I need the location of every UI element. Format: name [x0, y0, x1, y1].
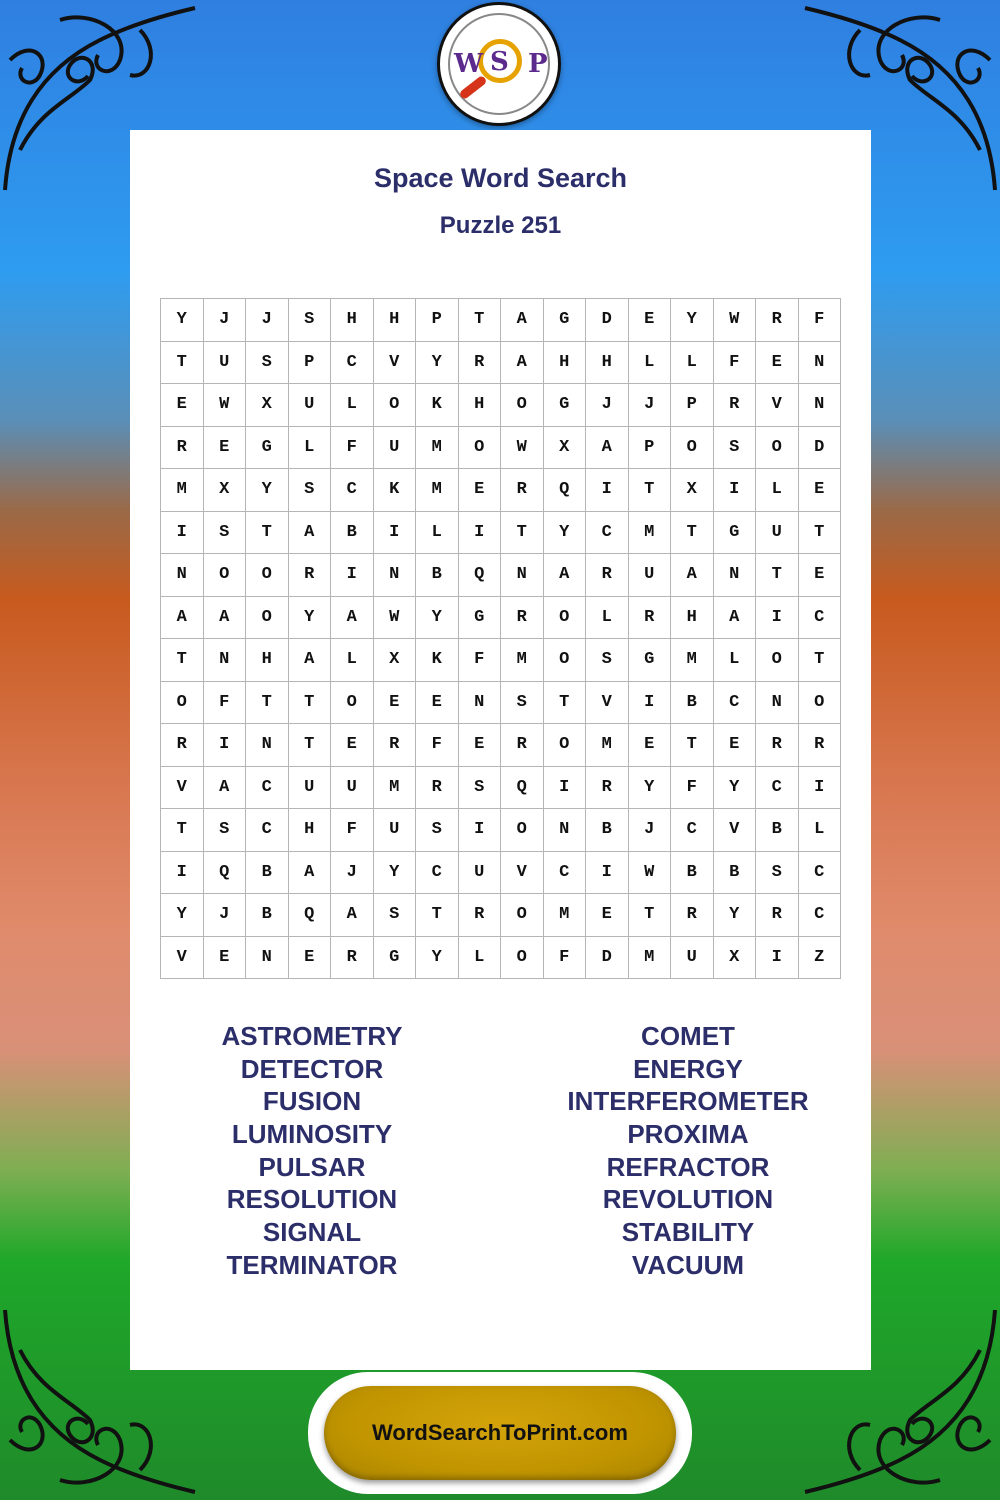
grid-cell[interactable]: S — [204, 512, 247, 555]
grid-cell[interactable]: Y — [544, 512, 587, 555]
grid-cell[interactable]: Y — [289, 597, 332, 640]
logo-letter-w: W — [454, 49, 484, 79]
grid-cell[interactable]: E — [416, 682, 459, 725]
grid-cell[interactable]: T — [161, 639, 204, 682]
grid-cell[interactable]: S — [246, 342, 289, 385]
grid-cell[interactable]: O — [501, 809, 544, 852]
grid-cell[interactable]: T — [501, 512, 544, 555]
grid-cell[interactable]: I — [586, 852, 629, 895]
grid-cell[interactable]: K — [416, 384, 459, 427]
grid-cell[interactable]: X — [714, 937, 757, 980]
puzzle-title: Space Word Search — [373, 163, 628, 193]
grid-cell[interactable]: Y — [714, 767, 757, 810]
grid-cell[interactable]: E — [459, 469, 502, 512]
grid-cell[interactable]: R — [756, 299, 799, 342]
grid-cell[interactable]: C — [246, 809, 289, 852]
word-list-item: LUMINOSITY — [231, 1119, 393, 1150]
puzzle-panel — [130, 130, 871, 1370]
grid-cell[interactable]: T — [246, 512, 289, 555]
grid-cell[interactable]: N — [714, 554, 757, 597]
word-list-item: FUSION — [262, 1086, 362, 1117]
grid-cell[interactable]: S — [374, 894, 417, 937]
word-list-item: RESOLUTION — [226, 1184, 398, 1215]
grid-cell[interactable]: I — [459, 512, 502, 555]
grid-cell[interactable]: N — [544, 809, 587, 852]
grid-cell[interactable]: Y — [374, 852, 417, 895]
grid-cell[interactable]: L — [459, 937, 502, 980]
grid-cell[interactable]: C — [799, 894, 842, 937]
grid-cell[interactable]: R — [501, 597, 544, 640]
letter-grid — [160, 298, 841, 979]
grid-cell[interactable]: S — [586, 639, 629, 682]
grid-cell[interactable]: R — [714, 384, 757, 427]
grid-cell[interactable]: A — [501, 342, 544, 385]
grid-cell[interactable]: X — [374, 639, 417, 682]
grid-cell[interactable]: O — [161, 682, 204, 725]
grid-cell[interactable]: J — [629, 384, 672, 427]
word-list-item: PULSAR — [258, 1151, 366, 1182]
grid-cell[interactable]: O — [501, 894, 544, 937]
site-button-frame — [308, 1372, 692, 1494]
grid-cell[interactable]: U — [289, 384, 332, 427]
grid-cell[interactable]: T — [289, 724, 332, 767]
grid-cell[interactable]: J — [204, 894, 247, 937]
grid-cell[interactable]: V — [374, 342, 417, 385]
grid-cell[interactable]: B — [246, 852, 289, 895]
grid-cell[interactable]: H — [374, 299, 417, 342]
grid-cell[interactable]: R — [586, 767, 629, 810]
grid-cell[interactable]: R — [756, 894, 799, 937]
grid-cell[interactable]: L — [756, 469, 799, 512]
grid-cell[interactable]: O — [756, 639, 799, 682]
grid-cell[interactable]: J — [586, 384, 629, 427]
grid-cell[interactable]: E — [161, 384, 204, 427]
grid-cell[interactable]: T — [161, 342, 204, 385]
grid-cell[interactable]: T — [629, 469, 672, 512]
grid-cell[interactable]: B — [586, 809, 629, 852]
grid-cell[interactable]: I — [799, 767, 842, 810]
grid-cell[interactable]: S — [501, 682, 544, 725]
grid-cell[interactable]: R — [459, 894, 502, 937]
grid-cell[interactable]: V — [161, 767, 204, 810]
grid-cell[interactable]: L — [671, 342, 714, 385]
grid-cell[interactable]: A — [289, 512, 332, 555]
grid-cell[interactable]: C — [756, 767, 799, 810]
grid-cell[interactable]: V — [586, 682, 629, 725]
grid-cell[interactable]: G — [544, 299, 587, 342]
grid-cell[interactable]: S — [416, 809, 459, 852]
grid-cell[interactable]: R — [331, 937, 374, 980]
grid-cell[interactable]: I — [374, 512, 417, 555]
grid-cell[interactable]: T — [799, 512, 842, 555]
grid-cell[interactable]: I — [586, 469, 629, 512]
grid-cell[interactable]: R — [501, 469, 544, 512]
grid-cell[interactable]: T — [799, 639, 842, 682]
grid-cell[interactable]: M — [629, 937, 672, 980]
grid-cell[interactable]: J — [331, 852, 374, 895]
grid-cell[interactable]: M — [416, 427, 459, 470]
grid-cell[interactable]: C — [331, 342, 374, 385]
grid-cell[interactable]: H — [459, 384, 502, 427]
grid-cell[interactable]: I — [161, 512, 204, 555]
grid-cell[interactable]: L — [416, 512, 459, 555]
grid-cell[interactable]: T — [289, 682, 332, 725]
grid-cell[interactable]: G — [714, 512, 757, 555]
grid-cell[interactable]: J — [204, 299, 247, 342]
grid-cell[interactable]: S — [204, 809, 247, 852]
grid-cell[interactable]: N — [161, 554, 204, 597]
grid-cell[interactable]: B — [416, 554, 459, 597]
logo-letter-p: P — [528, 49, 548, 79]
grid-cell[interactable]: O — [544, 597, 587, 640]
grid-cell[interactable]: R — [629, 597, 672, 640]
grid-cell[interactable]: T — [756, 554, 799, 597]
grid-cell[interactable]: L — [714, 639, 757, 682]
grid-cell[interactable]: W — [714, 299, 757, 342]
grid-cell[interactable]: N — [204, 639, 247, 682]
word-list-left — [132, 1020, 492, 1282]
grid-cell[interactable]: A — [161, 597, 204, 640]
grid-cell[interactable]: Q — [289, 894, 332, 937]
grid-cell[interactable]: C — [544, 852, 587, 895]
grid-cell[interactable]: R — [459, 342, 502, 385]
grid-cell[interactable]: C — [331, 469, 374, 512]
grid-cell[interactable]: V — [714, 809, 757, 852]
grid-cell[interactable]: R — [374, 724, 417, 767]
grid-cell[interactable]: M — [161, 469, 204, 512]
grid-cell[interactable]: M — [586, 724, 629, 767]
grid-cell[interactable]: A — [204, 767, 247, 810]
grid-cell[interactable]: A — [289, 852, 332, 895]
grid-cell[interactable]: R — [799, 724, 842, 767]
grid-cell[interactable]: L — [799, 809, 842, 852]
grid-cell[interactable]: C — [671, 809, 714, 852]
grid-cell[interactable]: E — [204, 427, 247, 470]
grid-cell[interactable]: R — [416, 767, 459, 810]
grid-cell[interactable]: C — [246, 767, 289, 810]
grid-cell[interactable]: N — [459, 682, 502, 725]
grid-cell[interactable]: R — [756, 724, 799, 767]
grid-cell[interactable]: A — [586, 427, 629, 470]
grid-cell[interactable]: T — [671, 512, 714, 555]
wsp-logo[interactable] — [437, 2, 561, 126]
grid-cell[interactable]: B — [671, 682, 714, 725]
grid-cell[interactable]: M — [544, 894, 587, 937]
grid-cell[interactable]: I — [756, 597, 799, 640]
grid-cell[interactable]: O — [756, 427, 799, 470]
grid-cell[interactable]: O — [374, 384, 417, 427]
grid-cell[interactable]: N — [756, 682, 799, 725]
grid-cell[interactable]: C — [714, 682, 757, 725]
grid-cell[interactable]: T — [544, 682, 587, 725]
grid-cell[interactable]: N — [799, 342, 842, 385]
grid-cell[interactable]: K — [374, 469, 417, 512]
grid-cell[interactable]: G — [246, 427, 289, 470]
grid-cell[interactable]: R — [586, 554, 629, 597]
grid-cell[interactable]: E — [629, 724, 672, 767]
grid-cell[interactable]: O — [544, 724, 587, 767]
grid-cell[interactable]: E — [629, 299, 672, 342]
grid-cell[interactable]: F — [714, 342, 757, 385]
grid-cell[interactable]: I — [714, 469, 757, 512]
grid-cell[interactable]: Y — [161, 894, 204, 937]
grid-cell[interactable]: P — [289, 342, 332, 385]
grid-cell[interactable]: O — [671, 427, 714, 470]
grid-cell[interactable]: V — [161, 937, 204, 980]
grid-cell[interactable]: F — [331, 809, 374, 852]
grid-cell[interactable]: Y — [416, 937, 459, 980]
word-list-item: ASTROMETRY — [221, 1021, 403, 1051]
grid-cell[interactable]: I — [544, 767, 587, 810]
grid-cell[interactable]: A — [544, 554, 587, 597]
grid-cell[interactable]: E — [799, 554, 842, 597]
grid-cell[interactable]: N — [799, 384, 842, 427]
grid-cell[interactable]: T — [161, 809, 204, 852]
grid-cell[interactable]: G — [374, 937, 417, 980]
grid-cell[interactable]: U — [629, 554, 672, 597]
word-list-item: INTERFEROMETER — [567, 1086, 809, 1117]
grid-cell[interactable]: A — [671, 554, 714, 597]
grid-cell[interactable]: Y — [416, 342, 459, 385]
grid-cell[interactable]: H — [246, 639, 289, 682]
grid-cell[interactable]: O — [204, 554, 247, 597]
grid-cell[interactable]: G — [629, 639, 672, 682]
grid-cell[interactable]: A — [331, 894, 374, 937]
grid-cell[interactable]: Y — [246, 469, 289, 512]
grid-cell[interactable]: E — [459, 724, 502, 767]
word-list-item: SIGNAL — [262, 1217, 362, 1248]
grid-cell[interactable]: L — [629, 342, 672, 385]
word-list-item: TERMINATOR — [226, 1249, 398, 1280]
grid-cell[interactable]: M — [501, 639, 544, 682]
grid-cell[interactable]: R — [289, 554, 332, 597]
grid-cell[interactable]: E — [374, 682, 417, 725]
grid-cell[interactable]: Y — [416, 597, 459, 640]
grid-cell[interactable]: E — [714, 724, 757, 767]
grid-cell[interactable]: L — [289, 427, 332, 470]
grid-cell[interactable]: Y — [714, 894, 757, 937]
grid-cell[interactable]: C — [799, 597, 842, 640]
grid-cell[interactable]: D — [586, 299, 629, 342]
word-list-item: VACUUM — [631, 1249, 745, 1280]
word-list-item: COMET — [641, 1021, 735, 1051]
grid-cell[interactable]: W — [204, 384, 247, 427]
grid-cell[interactable]: U — [289, 767, 332, 810]
grid-cell[interactable]: X — [544, 427, 587, 470]
grid-cell[interactable]: L — [331, 639, 374, 682]
grid-cell[interactable]: H — [289, 809, 332, 852]
grid-cell[interactable]: X — [671, 469, 714, 512]
grid-cell[interactable]: H — [544, 342, 587, 385]
grid-cell[interactable]: O — [501, 384, 544, 427]
grid-cell[interactable]: E — [756, 342, 799, 385]
grid-cell[interactable]: R — [671, 894, 714, 937]
grid-cell[interactable]: D — [586, 937, 629, 980]
grid-cell[interactable]: F — [416, 724, 459, 767]
grid-cell[interactable]: N — [374, 554, 417, 597]
grid-cell[interactable]: A — [714, 597, 757, 640]
grid-cell[interactable]: M — [629, 512, 672, 555]
grid-cell[interactable]: I — [629, 682, 672, 725]
grid-cell[interactable]: A — [204, 597, 247, 640]
grid-cell[interactable]: S — [459, 767, 502, 810]
grid-cell[interactable]: B — [756, 809, 799, 852]
grid-cell[interactable]: G — [544, 384, 587, 427]
website-link-button[interactable]: WordSearchToPrint.com — [324, 1386, 676, 1480]
word-list-item: PROXIMA — [627, 1119, 749, 1150]
word-list-item: REVOLUTION — [602, 1184, 774, 1215]
grid-cell[interactable]: B — [331, 512, 374, 555]
grid-cell[interactable]: O — [246, 597, 289, 640]
grid-cell[interactable]: F — [799, 299, 842, 342]
grid-cell[interactable]: S — [756, 852, 799, 895]
grid-cell[interactable]: U — [756, 512, 799, 555]
puzzle-number: Puzzle 251 — [439, 212, 562, 239]
grid-cell[interactable]: I — [204, 724, 247, 767]
grid-cell[interactable]: U — [459, 852, 502, 895]
grid-cell[interactable]: O — [459, 427, 502, 470]
grid-cell[interactable]: F — [459, 639, 502, 682]
grid-cell[interactable]: S — [289, 299, 332, 342]
grid-cell[interactable]: M — [416, 469, 459, 512]
grid-cell[interactable]: B — [246, 894, 289, 937]
grid-cell[interactable]: W — [501, 427, 544, 470]
grid-cell[interactable]: X — [246, 384, 289, 427]
grid-cell[interactable]: F — [204, 682, 247, 725]
grid-cell[interactable]: P — [629, 427, 672, 470]
grid-cell[interactable]: B — [714, 852, 757, 895]
grid-cell[interactable]: N — [246, 724, 289, 767]
grid-cell[interactable]: F — [671, 767, 714, 810]
grid-cell[interactable]: M — [671, 639, 714, 682]
grid-cell[interactable]: Z — [799, 937, 842, 980]
grid-cell[interactable]: P — [671, 384, 714, 427]
grid-cell[interactable]: E — [799, 469, 842, 512]
grid-cell[interactable]: K — [416, 639, 459, 682]
grid-cell[interactable]: I — [161, 852, 204, 895]
grid-cell[interactable]: E — [331, 724, 374, 767]
grid-cell[interactable]: U — [331, 767, 374, 810]
grid-cell[interactable]: R — [161, 724, 204, 767]
grid-cell[interactable]: T — [629, 894, 672, 937]
grid-cell[interactable]: T — [416, 894, 459, 937]
grid-cell[interactable]: B — [671, 852, 714, 895]
grid-cell[interactable]: Y — [629, 767, 672, 810]
grid-cell[interactable]: O — [331, 682, 374, 725]
grid-cell[interactable]: F — [331, 427, 374, 470]
grid-cell[interactable]: I — [756, 937, 799, 980]
grid-cell[interactable]: U — [374, 427, 417, 470]
grid-cell[interactable]: N — [501, 554, 544, 597]
grid-cell[interactable]: D — [799, 427, 842, 470]
grid-cell[interactable]: O — [799, 682, 842, 725]
grid-cell[interactable]: Q — [204, 852, 247, 895]
grid-cell[interactable]: C — [799, 852, 842, 895]
grid-cell[interactable]: E — [289, 937, 332, 980]
grid-cell[interactable]: Q — [459, 554, 502, 597]
grid-cell[interactable]: U — [204, 342, 247, 385]
word-list-item: REFRACTOR — [606, 1151, 770, 1182]
grid-cell[interactable]: R — [501, 724, 544, 767]
grid-cell[interactable]: C — [586, 512, 629, 555]
grid-cell[interactable]: U — [671, 937, 714, 980]
grid-cell[interactable]: Y — [671, 299, 714, 342]
grid-cell[interactable]: Y — [161, 299, 204, 342]
grid-cell[interactable]: A — [331, 597, 374, 640]
grid-cell[interactable]: O — [246, 554, 289, 597]
grid-cell[interactable]: S — [714, 427, 757, 470]
grid-cell[interactable]: L — [331, 384, 374, 427]
grid-cell[interactable]: P — [416, 299, 459, 342]
grid-cell[interactable]: T — [459, 299, 502, 342]
grid-cell[interactable]: U — [374, 809, 417, 852]
grid-cell[interactable]: I — [331, 554, 374, 597]
word-list-item: STABILITY — [621, 1217, 755, 1248]
grid-cell[interactable]: V — [756, 384, 799, 427]
logo-letter-s: S — [490, 47, 509, 77]
grid-cell[interactable]: W — [374, 597, 417, 640]
grid-cell[interactable]: H — [586, 342, 629, 385]
grid-cell[interactable]: A — [501, 299, 544, 342]
grid-cell[interactable]: F — [544, 937, 587, 980]
grid-cell[interactable]: O — [544, 639, 587, 682]
grid-cell[interactable]: W — [629, 852, 672, 895]
grid-cell[interactable]: J — [629, 809, 672, 852]
word-list-item: DETECTOR — [240, 1053, 384, 1084]
grid-cell[interactable]: V — [501, 852, 544, 895]
grid-cell[interactable]: M — [374, 767, 417, 810]
grid-cell[interactable]: I — [459, 809, 502, 852]
grid-cell[interactable]: C — [416, 852, 459, 895]
grid-cell[interactable]: A — [289, 639, 332, 682]
word-list-item: ENERGY — [633, 1053, 743, 1084]
grid-cell[interactable]: Q — [501, 767, 544, 810]
grid-cell[interactable]: T — [671, 724, 714, 767]
grid-cell[interactable]: Q — [544, 469, 587, 512]
grid-cell[interactable]: O — [501, 937, 544, 980]
grid-cell[interactable]: H — [671, 597, 714, 640]
grid-cell[interactable]: R — [161, 427, 204, 470]
grid-cell[interactable]: G — [459, 597, 502, 640]
grid-cell[interactable]: S — [289, 469, 332, 512]
grid-cell[interactable]: L — [586, 597, 629, 640]
word-list-right — [508, 1020, 868, 1282]
grid-cell[interactable]: T — [246, 682, 289, 725]
grid-cell[interactable]: H — [331, 299, 374, 342]
grid-cell[interactable]: N — [246, 937, 289, 980]
grid-cell[interactable]: X — [204, 469, 247, 512]
grid-cell[interactable]: J — [246, 299, 289, 342]
grid-cell[interactable]: E — [204, 937, 247, 980]
grid-cell[interactable]: E — [586, 894, 629, 937]
